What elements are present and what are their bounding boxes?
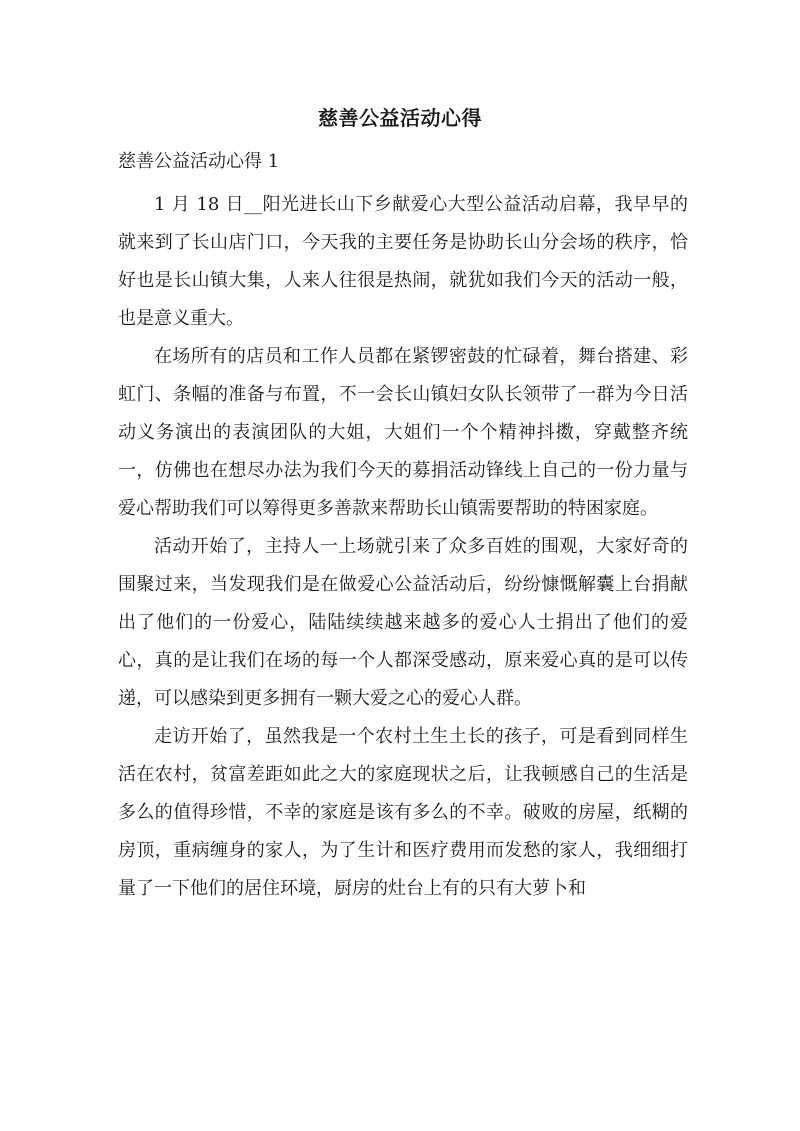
- paragraph-2: 在场所有的店员和工作人员都在紧锣密鼓的忙碌着，舞台搭建、彩虹门、条幅的准备与布置，不一会长山镇妇女队长领带了一群为今日活动义务演出的表演团队的大姐，大姐们一个个精神抖擞，穿戴整齐统一，仿佛也在想尽办法为我们今天的募捐活动锋线上自己的一份力量与爱心帮助我们可以筹得更多善款来帮助长山镇需要帮助的特困家庭。: [118, 346, 688, 519]
- document-body: [118, 186, 688, 908]
- paragraph-1: 1 月 18 日__阳光进长山下乡献爱心大型公益活动启幕，我早早的就来到了长山店门口，今天我的主要任务是协助长山分会场的秩序，恰好也是长山镇大集，人来人往很是热闹，就犹如我们今天的活动一般，也是意义重大。: [118, 194, 688, 329]
- page-title: 慈善公益活动心得: [318, 106, 482, 130]
- paragraph-3: 活动开始了，主持人一上场就引来了众多百姓的围观，大家好奇的围聚过来，当发现我们是在做爱心公益活动后，纷纷慷慨解囊上台捐献出了他们的一份爱心，陆陆续续越来越多的爱心人士捐出了他们的爱心，真的是让我们在场的每一个人都深受感动，原来爱心真的是可以传递，可以感染到更多拥有一颗大爱之心的爱心人群。: [118, 536, 688, 709]
- section-heading: 慈善公益活动心得 1: [118, 151, 280, 172]
- paragraph-4: 走访开始了，虽然我是一个农村土生土长的孩子，可是看到同样生活在农村，贫富差距如此之大的家庭现状之后，让我顿感自己的生活是多么的值得珍惜，不幸的家庭是该有多么的不幸。破败的房屋，纸糊的房顶，重病缠身的家人，为了生计和医疗费用而发愁的家人，我细细打量了一下他们的居住环境，厨房的灶台上有的只有大萝卜和: [118, 726, 688, 899]
